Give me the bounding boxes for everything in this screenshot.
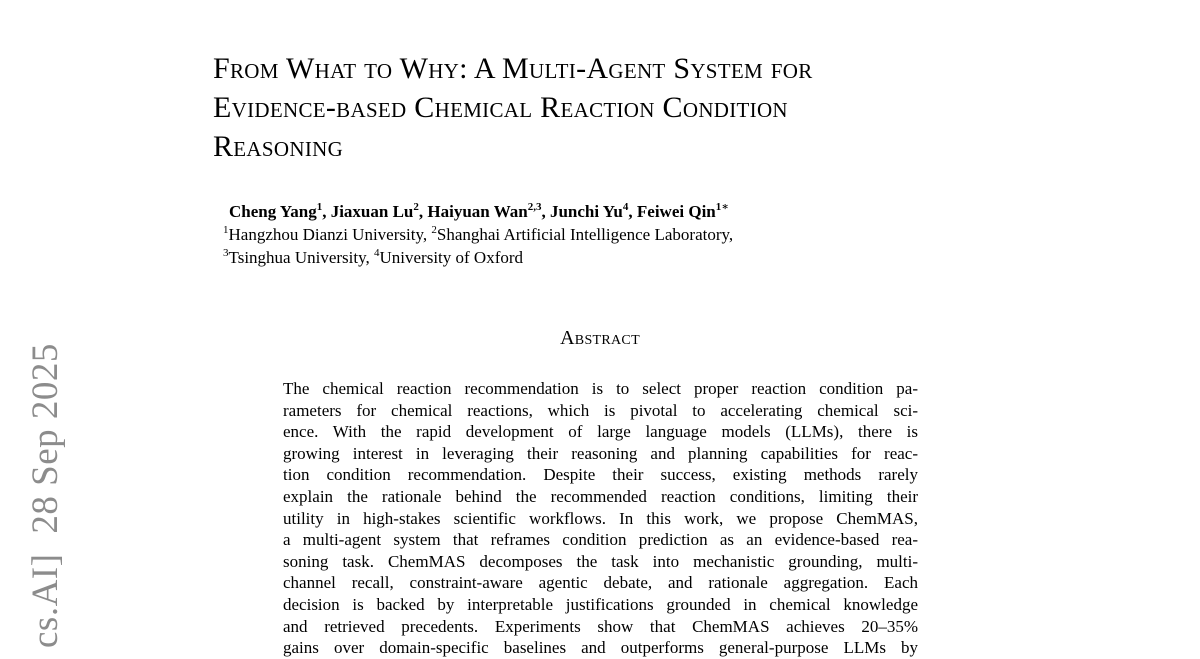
author-name: Haiyuan Wan (427, 202, 528, 221)
abstract-heading: Abstract (560, 327, 640, 349)
author-name: Junchi Yu (549, 202, 623, 221)
affiliation-name: University of Oxford (379, 248, 524, 267)
arxiv-identifier (24, 343, 68, 648)
abstract-line: growing interest in leveraging their reasoning and planning capabilities for reac- (283, 443, 918, 463)
arxiv-category: cs.AI] (25, 553, 66, 648)
affiliation-separator: , (365, 248, 374, 267)
affiliation-line (223, 224, 733, 246)
abstract-line: soning task. ChemMAS decomposes the task into mechanistic grounding, multi- (283, 551, 918, 571)
paper-title (213, 49, 1073, 166)
abstract-line: decision is backed by interpretable justifications grounded in chemical knowledge (283, 594, 918, 614)
affiliation-name: Shanghai Artificial Intelligence Laboratory (436, 225, 729, 244)
abstract-line: and retrieved precedents. Experiments show that ChemMAS achieves 20–35% (283, 616, 918, 636)
abstract-line: channel recall, constraint-aware agentic debate, and rationale aggregation. Each (283, 573, 918, 593)
author-affiliation-mark: 1 (316, 201, 323, 213)
affiliation-mark: 3 (223, 247, 229, 259)
abstract-line: gains over domain-specific baselines and outperforms general-purpose LLMs by (283, 638, 918, 658)
affiliation-mark: 4 (374, 247, 380, 259)
author-separator: , (322, 202, 331, 221)
author-affiliation-mark: 4 (622, 201, 629, 213)
author-separator: , (418, 202, 428, 221)
abstract-line: utility in high-stakes scientific workflows. In this work, we propose ChemMAS, (283, 508, 918, 528)
author-name: Feiwei Qin (636, 202, 716, 221)
abstract-line: ence. With the rapid development of large language models (LLMs), there is (283, 422, 918, 442)
title-line: From What to Why: A Multi-Agent System for (213, 52, 813, 85)
author-affiliation-mark: 2 (413, 201, 419, 213)
title-line: Reasoning (213, 130, 344, 163)
abstract-body (283, 378, 918, 659)
abstract-line: rameters for chemical reactions, which is pivotal to accelerating chemical sci- (283, 400, 918, 420)
author-affiliation-mark: 2,3 (527, 201, 542, 213)
author-separator: , (628, 202, 637, 221)
arxiv-sidebar-stamp (24, 335, 74, 648)
affiliation-name: Tsinghua University (228, 248, 366, 267)
arxiv-date: 28 Sep 2025 (25, 343, 66, 534)
affiliation-line (223, 247, 523, 269)
abstract-line: tion condition recommendation. Despite their success, existing methods rarely (283, 465, 918, 485)
affiliation-mark: 1 (223, 224, 229, 236)
author-affiliation-mark: 1∗ (715, 201, 729, 213)
abstract-line: The chemical reaction recommendation is to select proper reaction condition pa- (283, 379, 918, 398)
author-list (229, 201, 729, 223)
affiliation-mark: 2 (431, 224, 437, 236)
affiliation-name: Hangzhou Dianzi University (228, 225, 423, 244)
affiliation-separator: , (422, 225, 432, 244)
abstract-line: a multi-agent system that reframes condition prediction as an evidence-based rea- (283, 530, 918, 550)
abstract-line: explain the rationale behind the recommended reaction conditions, limiting their (283, 486, 918, 506)
author-separator: , (541, 202, 550, 221)
author-name: Cheng Yang (229, 202, 317, 221)
affiliation-separator: , (728, 225, 734, 244)
author-name: Jiaxuan Lu (330, 202, 414, 221)
title-line: Evidence-based Chemical Reaction Condition (213, 91, 788, 124)
